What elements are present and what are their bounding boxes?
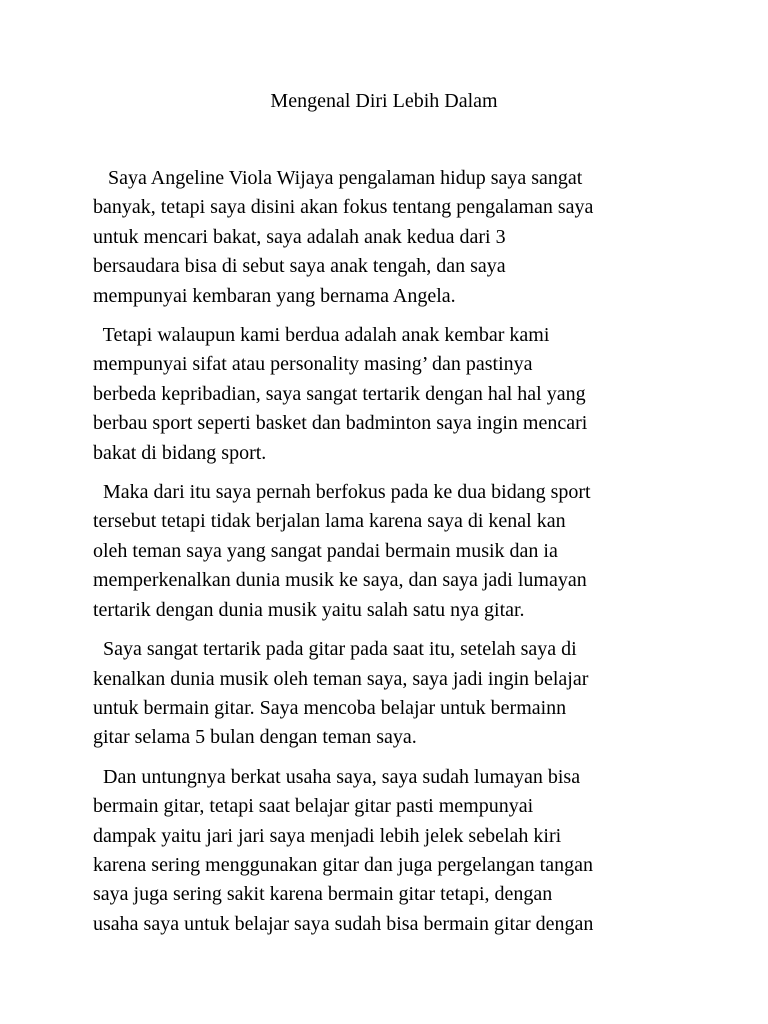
document-body (93, 164, 683, 949)
text-line: untuk mencari bakat, saya adalah anak kedua dari 3 (93, 225, 506, 248)
text-line: banyak, tetapi saya disini akan fokus tentang pengalaman saya (93, 196, 594, 219)
text-line: usaha saya untuk belajar saya sudah bisa bermain gitar dengan (93, 912, 594, 935)
text-line: bakat di bidang sport. (93, 441, 267, 464)
text-line: gitar selama 5 bulan dengan teman saya. (93, 726, 417, 749)
text-line: Saya sangat tertarik pada gitar pada saat itu, setelah saya di (93, 638, 577, 661)
text-line: berbeda kepribadian, saya sangat tertarik dengan hal hal yang (93, 382, 586, 405)
paragraph-3 (93, 478, 683, 625)
text-line: kenalkan dunia musik oleh teman saya, saya jadi ingin belajar (93, 667, 589, 690)
text-line: bersaudara bisa di sebut saya anak tengah, dan saya (93, 255, 506, 278)
text-line: Maka dari itu saya pernah berfokus pada ke dua bidang sport (93, 481, 591, 504)
text-line: dampak yaitu jari jari saya menjadi lebih jelek sebelah kiri (93, 824, 562, 847)
text-line: berbau sport seperti basket dan badminton saya ingin mencari (93, 412, 588, 435)
text-line: untuk bermain gitar. Saya mencoba belajar untuk bermainn (93, 696, 567, 719)
text-line: Tetapi walaupun kami berdua adalah anak kembar kami (93, 324, 550, 347)
text-line: Dan untungnya berkat usaha saya, saya sudah lumayan bisa (93, 765, 581, 788)
paragraph-4 (93, 635, 683, 753)
text-line: bermain gitar, tetapi saat belajar gitar pasti mempunyai (93, 795, 534, 818)
text-line: saya juga sering sakit karena bermain gitar tetapi, dengan (93, 883, 553, 906)
text-line: mempunyai kembaran yang bernama Angela. (93, 284, 456, 307)
text-line: karena sering menggunakan gitar dan juga pergelangan tangan (93, 853, 593, 876)
text-line: oleh teman saya yang sangat pandai bermain musik dan ia (93, 539, 558, 562)
document-title: Mengenal Diri Lebih Dalam (270, 90, 498, 112)
text-line: tertarik dengan dunia musik yaitu salah satu nya gitar. (93, 598, 525, 621)
paragraph-1 (93, 164, 683, 311)
text-line: memperkenalkan dunia musik ke saya, dan saya jadi lumayan (93, 569, 587, 592)
paragraph-5 (93, 763, 683, 939)
text-line: Saya Angeline Viola Wijaya pengalaman hidup saya sangat (93, 167, 583, 189)
text-line: tersebut tetapi tidak berjalan lama karena saya di kenal kan (93, 510, 566, 533)
text-line: mempunyai sifat atau personality masing’ dan pastinya (93, 353, 533, 376)
paragraph-2 (93, 321, 683, 468)
